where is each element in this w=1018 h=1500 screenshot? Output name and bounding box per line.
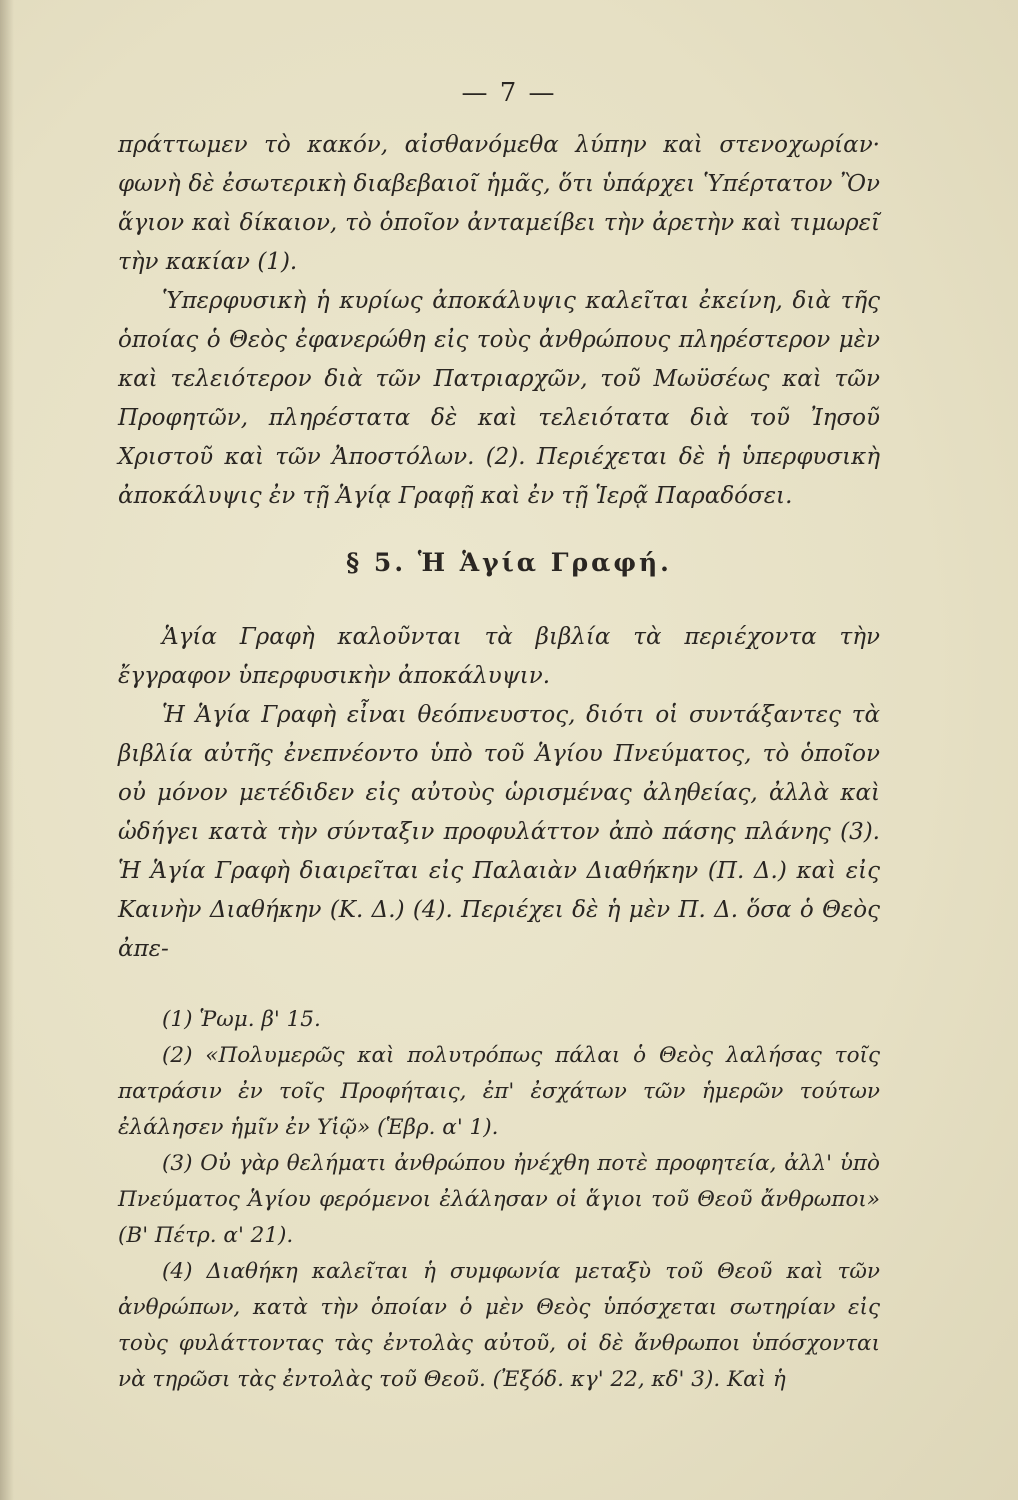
main-text-top: [118, 126, 880, 516]
footnotes: [118, 1002, 880, 1398]
footnote-4: (4) Διαθήκη καλεῖται ἡ συμφωνία μεταξὺ τοῦ Θεοῦ καὶ τῶν ἀνθρώπων, κατὰ τὴν ὁποίαν ὁ μὲν Θεὸς ὑπόσχεται σωτηρίαν εἰς τοὺς φυλάττοντας τὰς ἐντολὰς αὐτοῦ, οἱ δὲ ἄνθρωποι ὑπόσχονται νὰ τηρῶσι τὰς ἐντολὰς τοῦ Θεοῦ. (Ἐξόδ. κγ' 22, κδ' 3). Καὶ ἡ: [118, 1259, 880, 1392]
main-text-bottom: [118, 618, 880, 969]
footnote-1: (1) Ῥωμ. β' 15.: [162, 1007, 321, 1032]
footnote-3: (3) Οὐ γὰρ θελήματι ἀνθρώπου ἠνέχθη ποτὲ προφητεία, ἀλλ' ὑπὸ Πνεύματος Ἁγίου φερόμενοι ἐλάλησαν οἱ ἅγιοι τοῦ Θεοῦ ἄνθρωποι» (Β' Πέτρ. α' 21).: [118, 1151, 880, 1248]
section-heading: § 5. Ἡ Ἁγία Γραφή.: [346, 548, 672, 577]
page-edge-shadow: [0, 0, 14, 1500]
footnote-2: (2) «Πολυμερῶς καὶ πολυτρόπως πάλαι ὁ Θεὸς λαλήσας τοῖς πατράσιν ἐν τοῖς Προφήταις, ἐπ' ἐσχάτων τῶν ἡμερῶν τούτων ἐλάλησεν ἡμῖν ἐν Υἱῷ» (Ἑβρ. α' 1).: [118, 1043, 880, 1140]
page-number: — 7 —: [461, 78, 557, 108]
paragraph-supernatural-revelation: Ὑπερφυσικὴ ἡ κυρίως ἀποκάλυψις καλεῖται ἐκείνη, διὰ τῆς ὁποίας ὁ Θεὸς ἐφανερώθη εἰς τοὺς ἀνθρώπους πληρέστερον μὲν καὶ τελειότερον διὰ τῶν Πατριαρχῶν, τοῦ Μωϋσέως καὶ τῶν Προφητῶν, πληρέστατα δὲ καὶ τελειότατα διὰ τοῦ Ἰησοῦ Χριστοῦ καὶ τῶν Ἀποστόλων. (2). Περιέχεται δὲ ἡ ὑπερφυσικὴ ἀποκάλυψις ἐν τῇ Ἁγίᾳ Γραφῇ καὶ ἐν τῇ Ἱερᾷ Παραδόσει.: [118, 288, 880, 509]
paragraph-holy-scripture-inspired: Ἡ Ἁγία Γραφὴ εἶναι θεόπνευστος, διότι οἱ συντάξαντες τὰ βιβλία αὐτῆς ἐνεπνέοντο ὑπὸ τοῦ Ἁγίου Πνεύματος, τὸ ὁποῖον οὐ μόνον μετέδιδεν εἰς αὐτοὺς ὡρισμένας ἀληθείας, ἀλλὰ καὶ ὡδήγει κατὰ τὴν σύνταξιν προφυλάττον ἀπὸ πάσης πλάνης (3). Ἡ Ἁγία Γραφὴ διαιρεῖται εἰς Παλαιὰν Διαθήκην (Π. Δ.) καὶ εἰς Καινὴν Διαθήκην (Κ. Δ.) (4). Περιέχει δὲ ἡ μὲν Π. Δ. ὅσα ὁ Θεὸς ἀπε-: [118, 702, 880, 962]
paragraph-holy-scripture-definition: Ἁγία Γραφὴ καλοῦνται τὰ βιβλία τὰ περιέχοντα τὴν ἔγγραφον ὑπερφυσικὴν ἀποκάλυψιν.: [118, 624, 880, 689]
paragraph-continuation: πράττωμεν τὸ κακόν, αἰσθανόμεθα λύπην καὶ στενοχωρίαν· φωνὴ δὲ ἐσωτερικὴ διαβεβαιοῖ ἡμᾶς, ὅτι ὑπάρχει Ὑπέρτατον Ὂν ἅγιον καὶ δίκαιον, τὸ ὁποῖον ἀνταμείβει τὴν ἀρετὴν καὶ τιμωρεῖ τὴν κακίαν (1).: [118, 132, 880, 275]
